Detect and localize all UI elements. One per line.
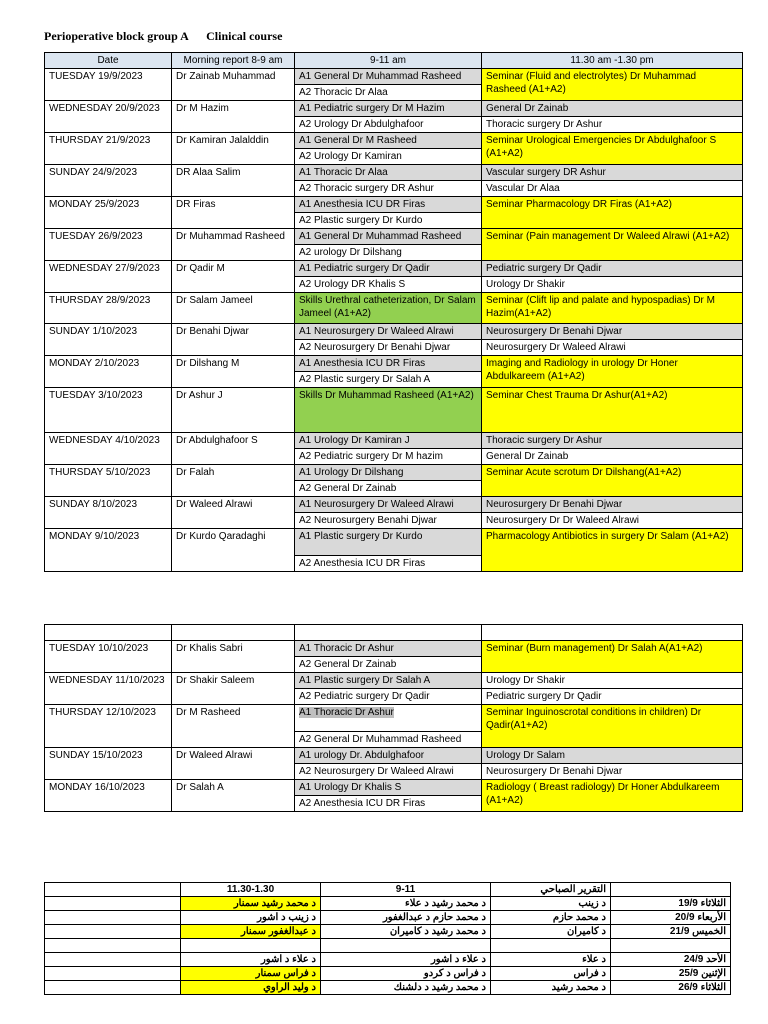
group-a2-cell: A2 General Dr Zainab: [295, 481, 482, 497]
page-title: Perioperative block group A Clinical course: [44, 29, 283, 43]
group-a2-cell: A2 urology Dr Dilshang: [295, 245, 482, 261]
group-a2-cell: A2 General Dr Zainab: [295, 657, 482, 673]
date-cell: SUNDAY 8/10/2023: [45, 497, 172, 529]
session-a1-cell: Thoracic surgery Dr Ashur: [482, 433, 743, 449]
morning-report-cell: Dr Waleed Alrawi: [172, 497, 295, 529]
group-a1-cell: A1 General Dr M Rasheed: [295, 133, 482, 149]
session-a2-cell: Neurosurgery Dr Waleed Alrawi: [482, 340, 743, 356]
table-row: [45, 293, 743, 324]
table-row: [45, 324, 743, 340]
date-cell: SUNDAY 24/9/2023: [45, 165, 172, 197]
group-a1-cell: A1 Plastic surgery Dr Salah A: [295, 673, 482, 689]
session-a1-cell: Urology Dr Salam: [482, 748, 743, 764]
date-cell: THURSDAY 5/10/2023: [45, 465, 172, 497]
group-a2-cell: A2 Plastic surgery Dr Kurdo: [295, 213, 482, 229]
blank-cell: [45, 939, 181, 953]
table-row: [45, 939, 731, 953]
arabic-schedule-table: [44, 882, 731, 995]
blank-cell: [45, 925, 181, 939]
table-row: [45, 133, 743, 149]
seminar-cell: Seminar Chest Trauma Dr Ashur(A1+A2): [482, 388, 743, 433]
morning-report-cell-ar: د محمد رشيد: [491, 981, 611, 995]
morning-report-cell: Dr Zainab Muhammad: [172, 69, 295, 101]
group-a1-cell: [295, 705, 482, 732]
table-row: [45, 780, 743, 796]
date-cell-ar: [611, 939, 731, 953]
header-9-11-ar: 9-11: [321, 883, 491, 897]
session-a1-cell: Pediatric surgery Dr Qadir: [482, 261, 743, 277]
seminar-cell: Radiology ( Breast radiology) Dr Honer Abdulkareem (A1+A2): [482, 780, 743, 812]
table-row: [45, 748, 743, 764]
header-11-1: 11.30 am -1.30 pm: [482, 53, 743, 69]
seminar-cell: Seminar (Clift lip and palate and hypospadias) Dr M Hazim(A1+A2): [482, 293, 743, 324]
morning-report-cell: Dr Qadir M: [172, 261, 295, 293]
group-a1-cell: A1 Neurosurgery Dr Waleed Alrawi: [295, 497, 482, 513]
group-a2-cell: A2 Thoracic surgery DR Ashur: [295, 181, 482, 197]
date-cell-ar: الخميس 21/9: [611, 925, 731, 939]
group-a1-cell: A1 Anesthesia ICU DR Firas: [295, 197, 482, 213]
table-row: [45, 705, 743, 732]
date-cell: SUNDAY 1/10/2023: [45, 324, 172, 356]
session-a2-cell: Neurosurgery Dr Benahi Djwar: [482, 764, 743, 780]
morning-report-cell: DR Firas: [172, 197, 295, 229]
morning-report-cell: Dr Salah A: [172, 780, 295, 812]
session-cell-ar: د فراس د كردو: [321, 967, 491, 981]
morning-report-cell-ar: د كاميران: [491, 925, 611, 939]
session-cell-ar: د محمد رشيد د علاء: [321, 897, 491, 911]
highlighted-text: A1 Thoracic Dr Ashur: [299, 707, 394, 718]
group-a1-cell: A1 Plastic surgery Dr Kurdo: [295, 529, 482, 556]
group-a2-cell: A2 Thoracic Dr Alaa: [295, 85, 482, 101]
table-row: [45, 197, 743, 213]
seminar-cell: Seminar (Burn management) Dr Salah A(A1+A2): [482, 641, 743, 673]
schedule-table-2: [44, 624, 743, 812]
morning-report-cell: Dr Abdulghafoor S: [172, 433, 295, 465]
date-cell: MONDAY 9/10/2023: [45, 529, 172, 572]
session-cell-ar: د محمد رشيد د دلشنك: [321, 981, 491, 995]
date-cell: SUNDAY 15/10/2023: [45, 748, 172, 780]
date-cell: THURSDAY 28/9/2023: [45, 293, 172, 324]
morning-report-cell: Dr Muhammad Rasheed: [172, 229, 295, 261]
seminar-cell-ar: د زينب د اشور: [181, 911, 321, 925]
table-row: [45, 641, 743, 657]
session-a1-cell: Neurosurgery Dr Benahi Djwar: [482, 497, 743, 513]
group-a1-cell: A1 Thoracic Dr Ashur: [295, 641, 482, 657]
session-cell-ar: [321, 939, 491, 953]
session-a2-cell: Vascular Dr Alaa: [482, 181, 743, 197]
morning-report-cell: Dr Shakir Saleem: [172, 673, 295, 705]
date-cell-ar: الأربعاء 20/9: [611, 911, 731, 925]
session-a2-cell: Thoracic surgery Dr Ashur: [482, 117, 743, 133]
header-11-1-ar: 11.30-1.30: [181, 883, 321, 897]
blank-cell: [45, 981, 181, 995]
group-a2-cell: A2 Urology Dr Kamiran: [295, 149, 482, 165]
group-a1-cell: A1 Thoracic Dr Alaa: [295, 165, 482, 181]
group-a2-cell: A2 Pediatric surgery Dr Qadir: [295, 689, 482, 705]
morning-report-cell: Dr Falah: [172, 465, 295, 497]
group-a2-cell: A2 Neurosurgery Dr Benahi Djwar: [295, 340, 482, 356]
header-date: Date: [45, 53, 172, 69]
date-cell: TUESDAY 10/10/2023: [45, 641, 172, 673]
seminar-cell-ar: د علاء د اشور: [181, 953, 321, 967]
schedule-table-1: [44, 52, 743, 572]
date-cell-ar: الأحد 24/9: [611, 953, 731, 967]
table-row: [45, 529, 743, 556]
morning-report-cell-ar: د فراس: [491, 967, 611, 981]
blank-cell: [45, 967, 181, 981]
date-cell: MONDAY 25/9/2023: [45, 197, 172, 229]
seminar-cell-ar: د عبدالغفور سمنار: [181, 925, 321, 939]
seminar-cell-ar: د وليد الراوي: [181, 981, 321, 995]
morning-report-cell-ar: د زينب: [491, 897, 611, 911]
table-row: [45, 229, 743, 245]
morning-report-cell: Dr Dilshang M: [172, 356, 295, 388]
blank-cell: [45, 953, 181, 967]
session-a1-cell: Neurosurgery Dr Benahi Djwar: [482, 324, 743, 340]
morning-report-cell: Dr Kurdo Qaradaghi: [172, 529, 295, 572]
skills-session-cell: Skills Dr Muhammad Rasheed (A1+A2): [295, 388, 482, 433]
seminar-cell: Pharmacology Antibiotics in surgery Dr Salam (A1+A2): [482, 529, 743, 572]
group-a1-cell: A1 Neurosurgery Dr Waleed Alrawi: [295, 324, 482, 340]
morning-report-cell: Dr Waleed Alrawi: [172, 748, 295, 780]
table-header-row: [45, 53, 743, 69]
date-cell: TUESDAY 26/9/2023: [45, 229, 172, 261]
group-a2-cell: A2 Pediatric surgery Dr M hazim: [295, 449, 482, 465]
date-cell: WEDNESDAY 11/10/2023: [45, 673, 172, 705]
group-a1-cell: A1 Pediatric surgery Dr Qadir: [295, 261, 482, 277]
header-morning: Morning report 8-9 am: [172, 53, 295, 69]
morning-report-cell: Dr Benahi Djwar: [172, 324, 295, 356]
table-row: [45, 497, 743, 513]
table-row: [45, 388, 743, 433]
seminar-cell: Seminar Pharmacology DR Firas (A1+A2): [482, 197, 743, 229]
date-cell: THURSDAY 21/9/2023: [45, 133, 172, 165]
seminar-cell: Seminar Acute scrotum Dr Dilshang(A1+A2): [482, 465, 743, 497]
morning-report-cell-ar: د علاء: [491, 953, 611, 967]
table-row: [45, 165, 743, 181]
date-cell-ar: الثلاثاء 19/9: [611, 897, 731, 911]
group-a1-cell: A1 General Dr Muhammad Rasheed: [295, 69, 482, 85]
morning-report-cell: DR Alaa Salim: [172, 165, 295, 197]
session-cell-ar: د محمد رشيد د كاميران: [321, 925, 491, 939]
table-row: [45, 356, 743, 372]
seminar-cell-ar: د محمد رشيد سمنار: [181, 897, 321, 911]
blank-cell: [45, 911, 181, 925]
group-a1-cell: A1 Pediatric surgery Dr M Hazim: [295, 101, 482, 117]
group-a2-cell: A2 Neurosurgery Dr Waleed Alrawi: [295, 764, 482, 780]
date-cell: WEDNESDAY 20/9/2023: [45, 101, 172, 133]
seminar-cell: Seminar (Fluid and electrolytes) Dr Muhammad Rasheed (A1+A2): [482, 69, 743, 101]
session-cell-ar: د محمد حازم د عبدالغفور: [321, 911, 491, 925]
table-row: [45, 673, 743, 689]
session-a2-cell: General Dr Zainab: [482, 449, 743, 465]
group-a1-cell: A1 Urology Dr Khalis S: [295, 780, 482, 796]
morning-report-cell: Dr M Rasheed: [172, 705, 295, 748]
morning-report-cell: Dr Kamiran Jalalddin: [172, 133, 295, 165]
morning-report-cell: Dr M Hazim: [172, 101, 295, 133]
table-row: [45, 433, 743, 449]
morning-report-cell: Dr Salam Jameel: [172, 293, 295, 324]
blank-header-row: [45, 625, 743, 641]
session-a1-cell: Vascular surgery DR Ashur: [482, 165, 743, 181]
table-row: [45, 925, 731, 939]
skills-session-cell: Skills Urethral catheterization, Dr Salam Jameel (A1+A2): [295, 293, 482, 324]
group-a2-cell: A2 Urology Dr Abdulghafoor: [295, 117, 482, 133]
session-cell-ar: د علاء د اشور: [321, 953, 491, 967]
date-cell-ar: الإثنين 25/9: [611, 967, 731, 981]
seminar-cell-ar: د فراس سمنار: [181, 967, 321, 981]
blank-cell: [45, 897, 181, 911]
date-cell-ar: الثلاثاء 26/9: [611, 981, 731, 995]
date-cell: MONDAY 16/10/2023: [45, 780, 172, 812]
group-a1-cell: A1 General Dr Muhammad Rasheed: [295, 229, 482, 245]
group-a2-cell: A2 Neurosurgery Benahi Djwar: [295, 513, 482, 529]
header-9-11: 9-11 am: [295, 53, 482, 69]
table-row: [45, 101, 743, 117]
table-row: [45, 911, 731, 925]
table-row: [45, 69, 743, 85]
group-a1-cell: A1 urology Dr. Abdulghafoor: [295, 748, 482, 764]
seminar-cell: Seminar Urological Emergencies Dr Abdulghafoor S (A1+A2): [482, 133, 743, 165]
group-a2-cell: A2 Plastic surgery Dr Salah A: [295, 372, 482, 388]
session-a1-cell: General Dr Zainab: [482, 101, 743, 117]
morning-report-cell: Dr Ashur J: [172, 388, 295, 433]
group-a2-cell: A2 Anesthesia ICU DR Firas: [295, 556, 482, 572]
seminar-cell: Seminar (Pain management Dr Waleed Alrawi (A1+A2): [482, 229, 743, 261]
seminar-cell: Imaging and Radiology in urology Dr Honer Abdulkareem (A1+A2): [482, 356, 743, 388]
group-a2-cell: A2 General Dr Muhammad Rasheed: [295, 732, 482, 748]
date-cell: WEDNESDAY 27/9/2023: [45, 261, 172, 293]
session-a2-cell: Pediatric surgery Dr Qadir: [482, 689, 743, 705]
morning-report-cell-ar: د محمد حازم: [491, 911, 611, 925]
table-row: [45, 981, 731, 995]
date-cell: WEDNESDAY 4/10/2023: [45, 433, 172, 465]
group-a1-cell: A1 Urology Dr Kamiran J: [295, 433, 482, 449]
date-cell: MONDAY 2/10/2023: [45, 356, 172, 388]
group-a2-cell: A2 Urology DR Khalis S: [295, 277, 482, 293]
seminar-cell-ar: [181, 939, 321, 953]
session-a1-cell: Urology Dr Shakir: [482, 673, 743, 689]
header-morning-ar: التقرير الصباحي: [491, 883, 611, 897]
date-cell: THURSDAY 12/10/2023: [45, 705, 172, 748]
table-row: [45, 465, 743, 481]
table-row: [45, 953, 731, 967]
arabic-header-row: [45, 883, 731, 897]
table-row: [45, 967, 731, 981]
morning-report-cell: Dr Khalis Sabri: [172, 641, 295, 673]
table-row: [45, 897, 731, 911]
date-cell: TUESDAY 3/10/2023: [45, 388, 172, 433]
group-a1-cell: A1 Urology Dr Dilshang: [295, 465, 482, 481]
group-a2-cell: A2 Anesthesia ICU DR Firas: [295, 796, 482, 812]
date-cell: TUESDAY 19/9/2023: [45, 69, 172, 101]
group-a1-cell: A1 Anesthesia ICU DR Firas: [295, 356, 482, 372]
session-a2-cell: Urology Dr Shakir: [482, 277, 743, 293]
session-a2-cell: Neurosurgery Dr Dr Waleed Alrawi: [482, 513, 743, 529]
seminar-cell: Seminar Inguinoscrotal conditions in children) Dr Qadir(A1+A2): [482, 705, 743, 748]
morning-report-cell-ar: [491, 939, 611, 953]
table-row: [45, 261, 743, 277]
